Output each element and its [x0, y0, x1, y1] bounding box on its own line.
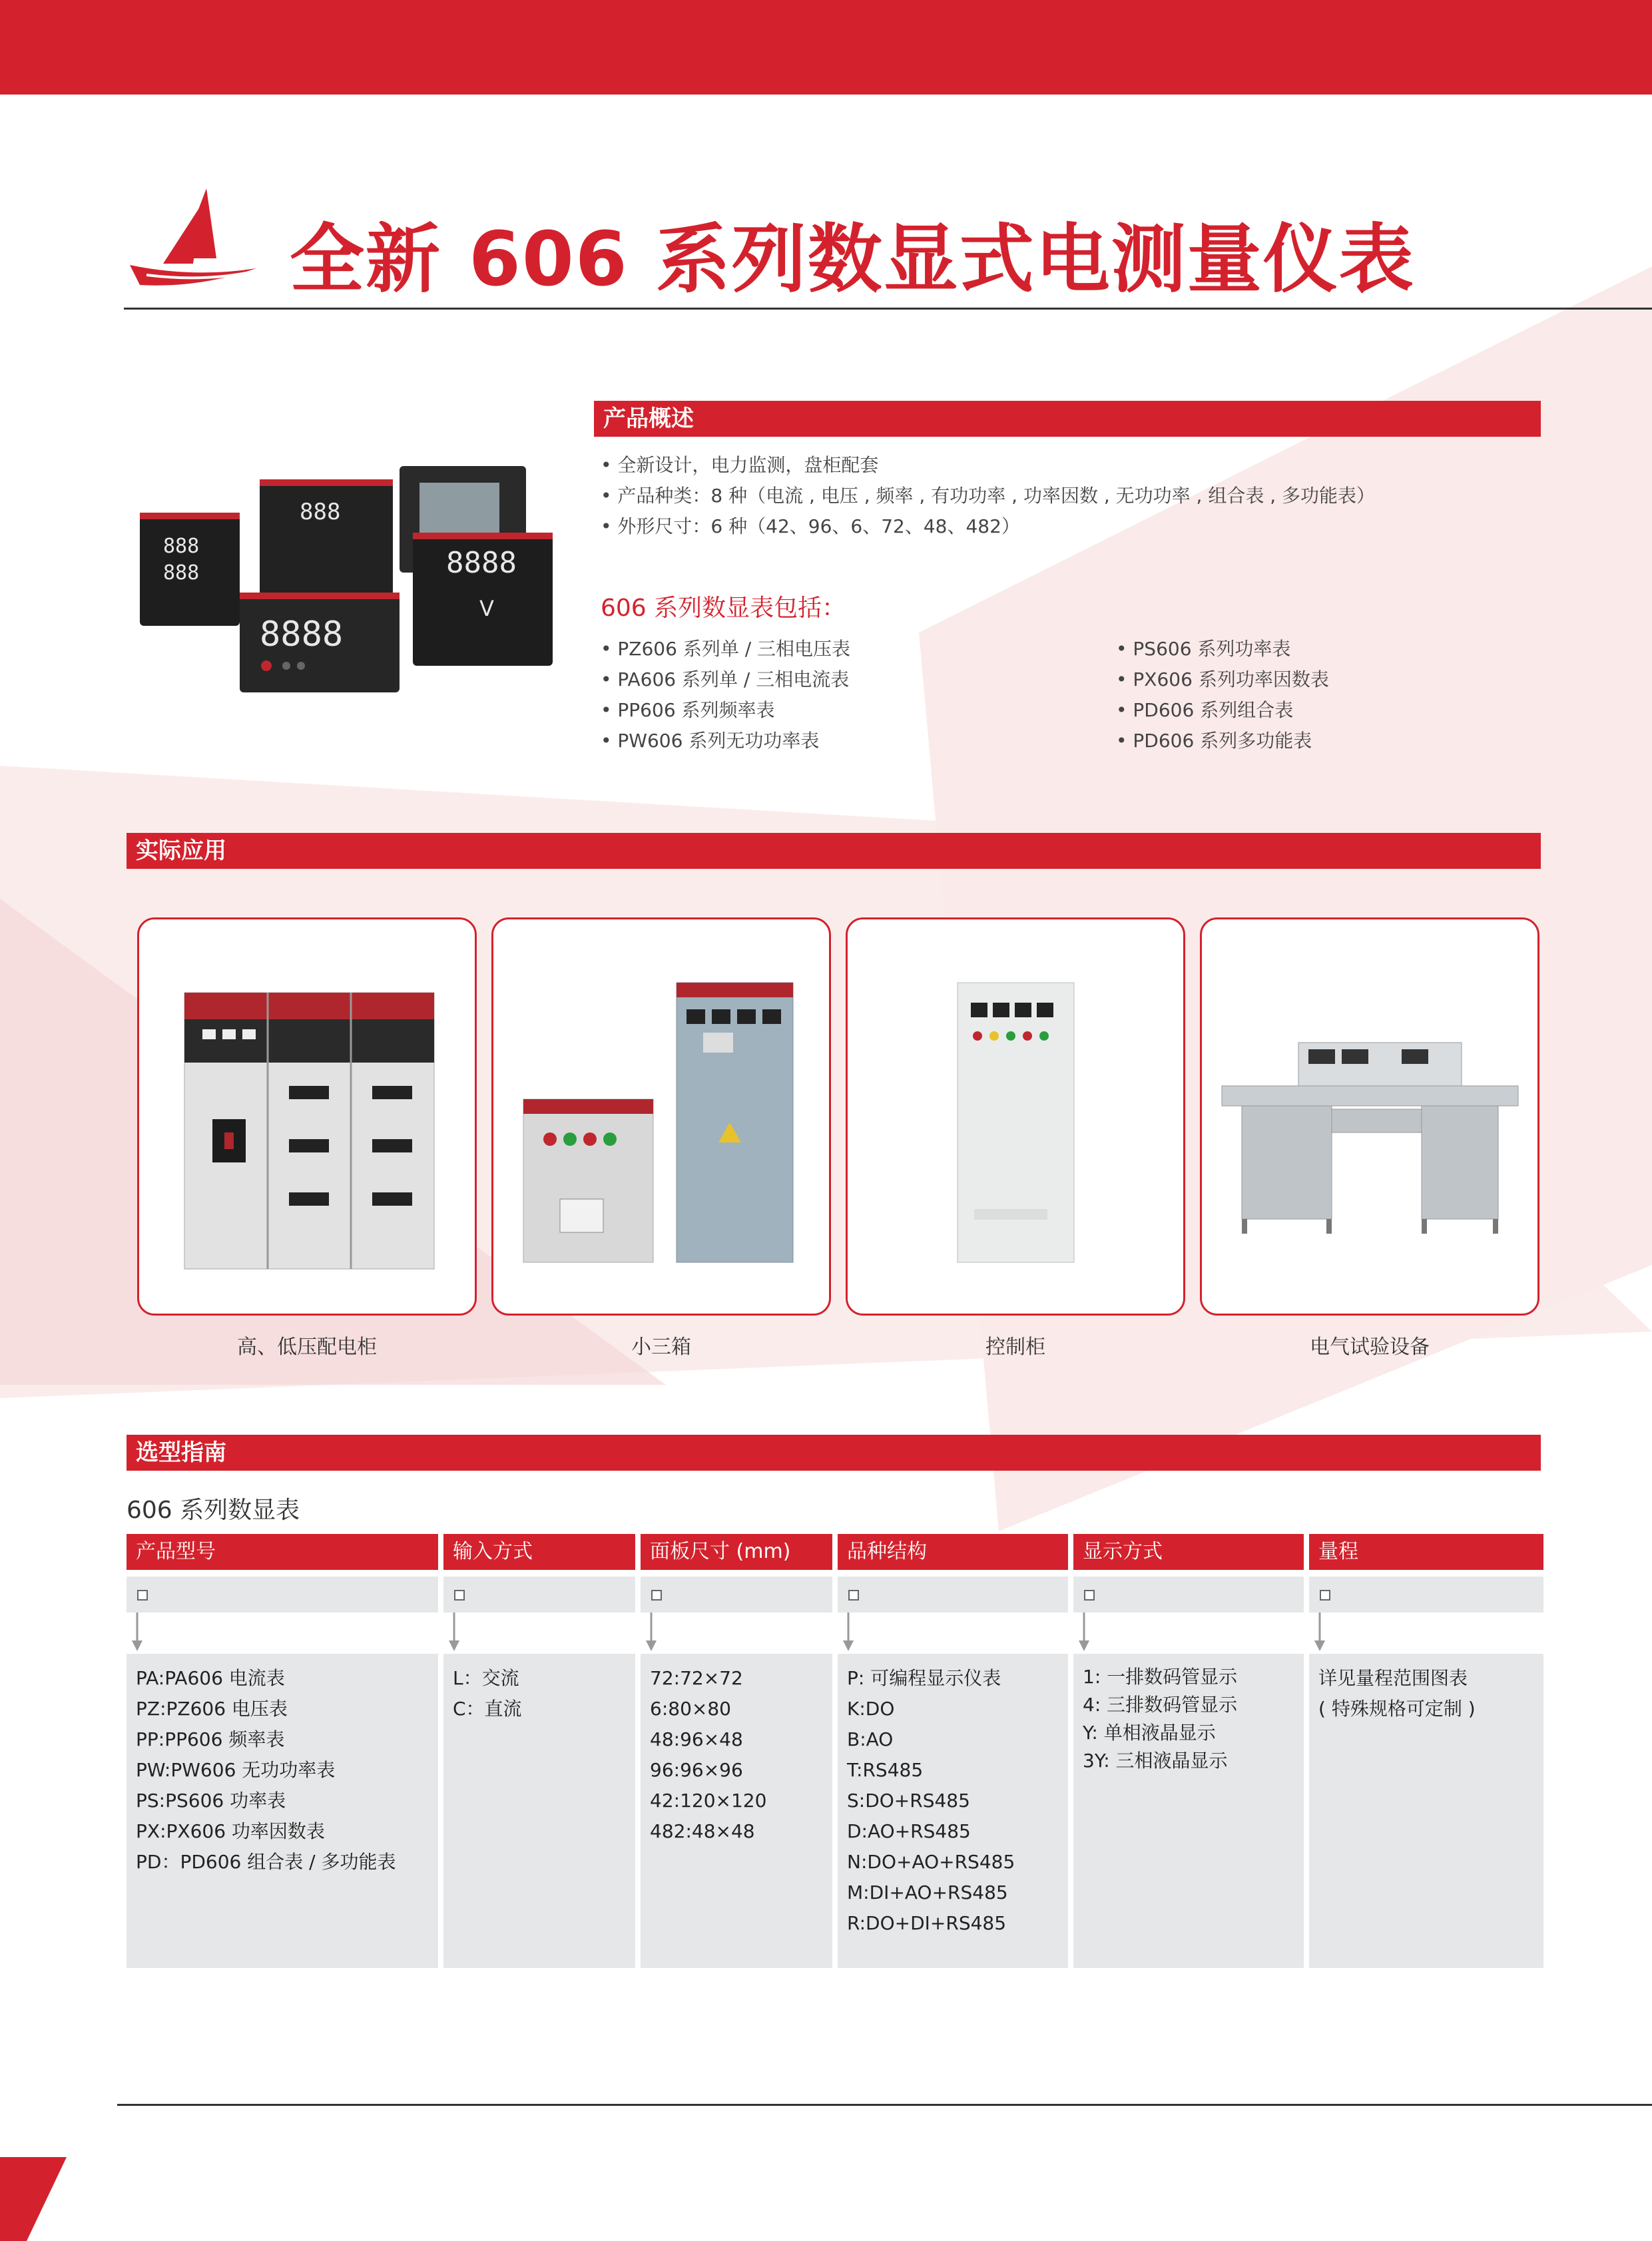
list-item: ( 特殊规格可定制 ): [1318, 1698, 1476, 1720]
arrow-down-icon: [1073, 1613, 1100, 1654]
list-item: PW:PW606 无功功率表: [136, 1759, 336, 1781]
list-item: C：直流: [453, 1698, 522, 1720]
title-divider: [124, 308, 1652, 310]
list-item: • PD606 系列组合表: [1116, 699, 1294, 721]
arrow-down-icon: [641, 1613, 667, 1654]
list-item: 42:120×120: [650, 1790, 767, 1812]
list-item: B:AO: [847, 1728, 894, 1750]
caption-small-box: 小三箱: [631, 1336, 691, 1359]
column-selector-structure: [838, 1577, 1068, 1613]
overview-bullet: • 外形尺寸：6 种（42、96、6、72、48、482）: [601, 515, 1020, 537]
list-item: N:DO+AO+RS485: [847, 1851, 1015, 1873]
list-item: • PX606 系列功率因数表: [1116, 668, 1329, 690]
column-list-structure: [838, 1654, 1068, 1968]
list-item: 72:72×72: [650, 1667, 743, 1689]
list-item: PX:PX606 功率因数表: [136, 1820, 325, 1842]
caption-switchgear: 高、低压配电柜: [237, 1336, 377, 1359]
list-item: 6:80×80: [650, 1698, 731, 1720]
top-banner: [0, 0, 1652, 95]
overview-heading: 产品概述: [594, 401, 1541, 437]
column-header-display: 显示方式: [1073, 1534, 1304, 1570]
list-item: PD：PD606 组合表 / 多功能表: [136, 1851, 396, 1873]
column-selector-range: [1309, 1577, 1543, 1613]
sailboat-logo-icon: [127, 185, 260, 292]
list-item: 1: 一排数码管显示: [1083, 1666, 1238, 1688]
application-heading: 实际应用: [127, 833, 1541, 869]
column-header-input: 输入方式: [443, 1534, 635, 1570]
includes-list-right: [1116, 634, 1329, 756]
list-item: L：交流: [453, 1667, 519, 1689]
product-photo: [127, 453, 566, 706]
page-title: 全新 606 系列数显式电测量仪表: [290, 216, 1415, 303]
column-selector-input: [443, 1577, 635, 1613]
test-equipment-image: [1202, 919, 1537, 1314]
list-item: • PS606 系列功率表: [1116, 638, 1291, 660]
list-item: P: 可编程显示仪表: [847, 1667, 1001, 1689]
arrow-down-icon: [127, 1613, 153, 1654]
column-list-panel-size: [641, 1654, 832, 1968]
includes-heading: 606 系列数显表包括：: [601, 595, 846, 622]
list-item: 4: 三排数码管显示: [1083, 1694, 1238, 1716]
meter-digits-4: 8888: [446, 546, 517, 580]
switchgear-image: [139, 919, 475, 1314]
list-item: 48:96×48: [650, 1728, 743, 1750]
list-item: PS:PS606 功率表: [136, 1790, 286, 1812]
list-item: K:DO: [847, 1698, 895, 1720]
caption-control-cabinet: 控制柜: [985, 1336, 1045, 1359]
overview-bullet: • 全新设计，电力监测，盘柜配套: [601, 454, 879, 476]
column-list-model: [127, 1654, 438, 1968]
list-item: 96:96×96: [650, 1759, 743, 1781]
list-item: 482:48×48: [650, 1820, 755, 1842]
list-item: R:DO+DI+RS485: [847, 1912, 1007, 1934]
list-item: T:RS485: [847, 1759, 924, 1781]
overview-bullet: • 产品种类：8 种（电流 , 电压 , 频率 , 有功功率 , 功率因数 , 无功功率 , 组合表 , 多功能表）: [601, 485, 1376, 507]
overview-bullets: [601, 450, 1375, 542]
column-list-display: [1073, 1654, 1304, 1968]
column-header-model: 产品型号: [127, 1534, 438, 1570]
application-card-test-equipment: [1200, 917, 1539, 1316]
list-item: 详见量程范围图表: [1318, 1667, 1468, 1689]
selection-subheading: 606 系列数显表: [127, 1497, 300, 1524]
list-item: D:AO+RS485: [847, 1820, 971, 1842]
caption-test-equipment: 电气试验设备: [1310, 1336, 1430, 1359]
application-card-control-cabinet: [846, 917, 1185, 1316]
list-item: PZ:PZ606 电压表: [136, 1698, 288, 1720]
column-selector-model: [127, 1577, 438, 1613]
column-header-range: 量程: [1309, 1534, 1543, 1570]
list-item: • PP606 系列频率表: [601, 699, 775, 721]
small-box-image: [493, 919, 829, 1314]
meter-digits-3: 888: [300, 499, 341, 525]
application-card-small-box: [491, 917, 831, 1316]
list-item: • PW606 系列无功功率表: [601, 730, 820, 752]
column-list-range: [1309, 1654, 1543, 1968]
meter-digits-2: 888: [163, 561, 200, 585]
column-selector-display: [1073, 1577, 1304, 1613]
column-selector-panel-size: [641, 1577, 832, 1613]
list-item: 3Y: 三相液晶显示: [1083, 1750, 1228, 1772]
includes-list-left: [601, 634, 850, 756]
list-item: • PD606 系列多功能表: [1116, 730, 1312, 752]
meter-digits-1: 888: [163, 535, 200, 558]
meter-digits-5: 8888: [260, 615, 344, 654]
control-cabinet-image: [848, 919, 1183, 1314]
list-item: Y: 单相液晶显示: [1083, 1722, 1216, 1744]
meter-unit-label: V: [479, 596, 494, 621]
application-card-switchgear: [137, 917, 477, 1316]
selection-heading: 选型指南: [127, 1435, 1541, 1471]
column-header-structure: 品种结构: [838, 1534, 1068, 1570]
bottom-divider: [117, 2104, 1652, 2106]
list-item: • PA606 系列单 / 三相电流表: [601, 668, 850, 690]
arrow-down-icon: [443, 1613, 470, 1654]
arrow-down-icon: [1309, 1613, 1336, 1654]
column-header-panel-size: 面板尺寸 (mm): [641, 1534, 832, 1570]
list-item: S:DO+RS485: [847, 1790, 970, 1812]
list-item: • PZ606 系列单 / 三相电压表: [601, 638, 851, 660]
arrow-down-icon: [838, 1613, 864, 1654]
list-item: M:DI+AO+RS485: [847, 1881, 1008, 1903]
list-item: PA:PA606 电流表: [136, 1667, 285, 1689]
list-item: PP:PP606 频率表: [136, 1728, 285, 1750]
column-list-input: [443, 1654, 635, 1968]
